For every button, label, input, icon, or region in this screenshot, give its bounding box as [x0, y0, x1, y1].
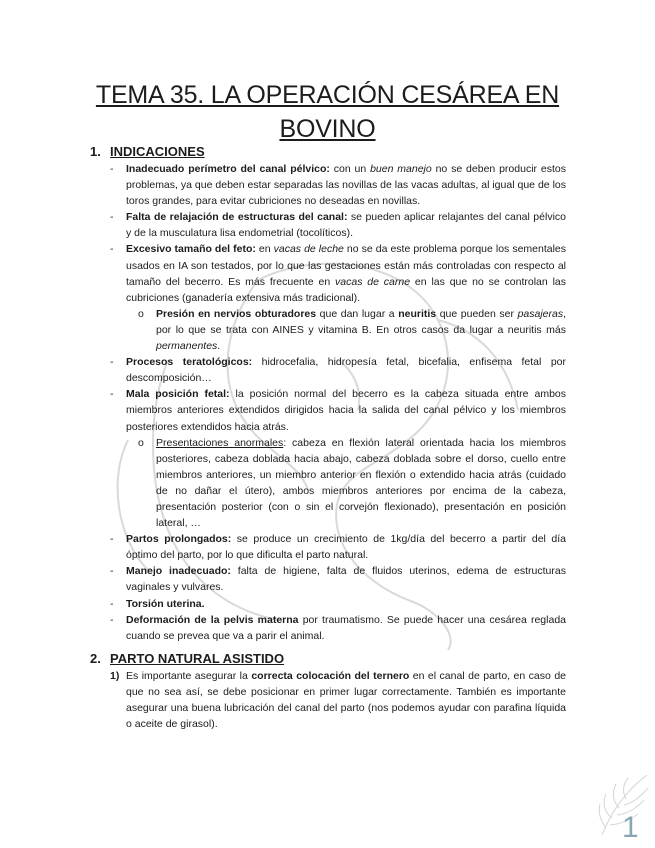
item-term: Excesivo tamaño del feto: [126, 243, 256, 256]
item-term: Mala posición fetal: [126, 388, 230, 401]
section-label: PARTO NATURAL ASISTIDO [110, 651, 285, 666]
section-label: INDICACIONES [110, 144, 205, 159]
page-number: 1 [622, 811, 639, 844]
sub-list-item [110, 435, 566, 532]
section-number: 2. [90, 651, 101, 666]
item-text: falta de higiene, falta de fluidos uterinos, edema de estructuras vaginales y vulvares. [126, 565, 566, 594]
item-text: en el canal de parto, en caso de que no sea así, se debe posicionar en primer lugar correctamente. También es importante asegurar una buena lubricación del canal del parto (nos podemos ayudar con parafina líquida o aceite de girasol). [126, 670, 567, 731]
dash-bullet: - [110, 597, 114, 610]
item-term: correcta colocación del ternero [251, 670, 410, 682]
item-term: Inadecuado perímetro del canal pélvico: [126, 163, 330, 175]
item-text: , por lo que se trata con AINES y vitamina B. En otros casos da lugar a neuritis más [156, 307, 567, 336]
item-number: 1) [110, 670, 120, 682]
item-term: Deformación de la pelvis materna [126, 613, 299, 626]
item-text: : cabeza en flexión lateral orientada hacia los miembros posteriores, cabeza doblada hacia abajo, cabeza doblada sobre el dorso, cuello entre miembros anteriores, un miembro anterior en flexión o extendido hacia atrás (cuidado de no dañar el útero), ambos miembros anteriores por encima de la cabeza, presentación posterior (con o sin el corvejón flexionado), presentación en posición lateral, … [156, 436, 566, 530]
dash-bullet: - [110, 163, 114, 175]
item-text: que pueden ser [436, 307, 518, 320]
dash-bullet: - [110, 243, 114, 256]
list-item [110, 596, 566, 612]
page-title-line-2: BOVINO [279, 115, 376, 143]
list-item [110, 161, 566, 209]
page-title-line-1: TEMA 35. LA OPERACIÓN CESÁREA EN [95, 81, 560, 109]
item-italic: buen manejo [370, 163, 432, 175]
parto-natural-list [110, 668, 566, 732]
list-item [110, 612, 566, 644]
item-text: se produce un crecimiento de 1kg/día del becerro a partir del día óptimo del parto, por lo que dificulta el parto natural. [126, 533, 566, 562]
item-term: Manejo inadecuado: [126, 565, 231, 578]
item-text: hidrocefalia, hidropesía fetal, bicefalia, enfisema fetal por descomposición… [126, 356, 567, 385]
list-item [110, 563, 566, 595]
item-text: en [255, 243, 274, 256]
item-text: no se da este problema porque los sementales usados en IA son testados, por lo que las gestaciones están más controladas con respecto al tamaño del becerro. Es más frecuente en [126, 243, 567, 288]
section-number: 1. [90, 144, 101, 159]
indicaciones-list [110, 161, 566, 644]
dash-bullet: - [110, 565, 114, 578]
list-item [110, 241, 566, 305]
item-term: Falta de relajación de estructuras del canal: [126, 211, 348, 224]
item-text: en las que no se controlan las cubriciones (ganadería extensiva más tradicional). [126, 275, 566, 304]
list-item [110, 531, 566, 563]
list-item [110, 386, 566, 434]
item-italic: pasajeras [517, 307, 564, 320]
item-text: con un [329, 163, 371, 175]
dash-bullet: - [110, 211, 114, 224]
item-text: se pueden aplicar relajantes del canal pélvico y de la musculatura lisa endometrial (tocolíticos). [126, 211, 566, 240]
circle-bullet: o [138, 436, 144, 449]
item-term: Procesos teratológicos: [126, 356, 253, 369]
item-italic: vacas de leche [273, 243, 344, 256]
sub-list-item [110, 306, 566, 354]
dash-bullet: - [110, 356, 114, 369]
dash-bullet: - [110, 388, 114, 401]
item-text: no se deben producir estos problemas, ya que deben estar separadas las novillas de las vacas adultas, al igual que de los toros grandes, para evitar cubriciones no deseadas en novillas. [126, 163, 566, 208]
list-item [110, 668, 566, 732]
item-italic: vacas de carne [335, 275, 411, 288]
item-text: que dan lugar a [316, 307, 399, 320]
section-heading-parto-natural [90, 651, 284, 667]
list-item [110, 354, 566, 386]
dash-bullet: - [110, 533, 114, 546]
item-term: Presión en nervios obturadores [156, 307, 317, 320]
circle-bullet: o [138, 307, 144, 320]
item-text: Es importante asegurar la [126, 670, 252, 682]
item-underlined: Presentaciones anormales [156, 436, 284, 449]
item-italic: permanentes [156, 340, 218, 353]
item-term: Torsión uterina. [126, 597, 205, 610]
item-text: . [217, 340, 221, 353]
section-heading-indicaciones [90, 144, 205, 160]
item-term: Partos prolongados: [126, 533, 232, 546]
item-text: la posición normal del becerro es la cabeza situada entre ambos miembros anteriores extendidos dirigidos hacia la salida del canal pélvico y los miembros posteriores extendidos hacia atrás. [126, 388, 566, 433]
dash-bullet: - [110, 613, 114, 626]
item-term: neuritis [398, 307, 437, 320]
list-item [110, 209, 566, 241]
item-text: por traumatismo. Se puede hacer una cesárea reglada cuando se prevea que va a parir el animal. [126, 613, 566, 642]
